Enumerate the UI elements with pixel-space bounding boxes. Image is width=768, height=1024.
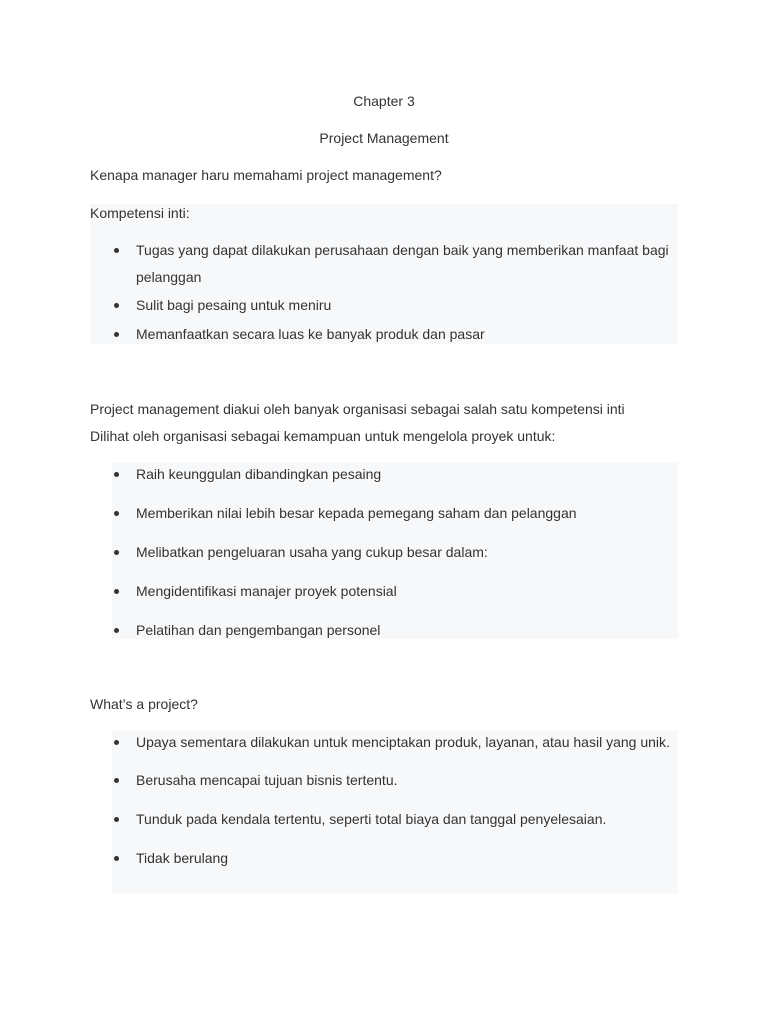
list-item <box>112 845 678 872</box>
list-item <box>112 500 678 527</box>
bullet-icon <box>114 856 119 861</box>
list-item-text: Tugas yang dapat dilakukan perusahaan dengan baik yang memberikan manfaat bagi pelanggan <box>136 242 669 285</box>
list-item <box>112 578 678 605</box>
competence-heading: Kompetensi inti: <box>90 205 190 221</box>
list-item <box>112 539 678 566</box>
project-list <box>112 729 678 872</box>
list-item <box>112 806 678 833</box>
pm-recognized-line2: Dilihat oleh organisasi sebagai kemampuan untuk mengelola proyek untuk: <box>90 428 556 444</box>
list-item <box>112 767 678 794</box>
bullet-icon <box>114 589 119 594</box>
bullet-icon <box>114 628 119 633</box>
bullet-icon <box>114 817 119 822</box>
list-item-text: Tunduk pada kendala tertentu, seperti total biaya dan tanggal penyelesaian. <box>136 811 607 827</box>
list-item-text: Melibatkan pengeluaran usaha yang cukup besar dalam: <box>136 544 488 560</box>
competence-list <box>112 237 678 348</box>
chapter-label: Chapter 3 <box>353 93 415 109</box>
bullet-icon <box>114 248 119 253</box>
bullet-icon <box>114 332 119 337</box>
intro-question: Kenapa manager haru memahami project management? <box>90 167 442 183</box>
page-title: Project Management <box>319 130 449 146</box>
pm-list <box>112 461 678 644</box>
list-item <box>112 729 678 756</box>
list-item-text: Memanfaatkan secara luas ke banyak produk dan pasar <box>136 326 485 342</box>
list-item-text: Pelatihan dan pengembangan personel <box>136 622 381 638</box>
list-item-text: Memberikan nilai lebih besar kepada pemegang saham dan pelanggan <box>136 505 577 521</box>
list-item <box>112 617 678 644</box>
bullet-icon <box>114 740 119 745</box>
bullet-icon <box>114 511 119 516</box>
list-item-text: Raih keunggulan dibandingkan pesaing <box>136 466 382 482</box>
bullet-icon <box>114 303 119 308</box>
list-item-text: Upaya sementara dilakukan untuk menciptakan produk, layanan, atau hasil yang unik. <box>136 734 670 750</box>
what-project-heading: What’s a project? <box>90 696 198 712</box>
pm-recognized-line1: Project management diakui oleh banyak organisasi sebagai salah satu kompetensi inti <box>90 401 625 417</box>
list-item <box>112 292 678 319</box>
bullet-icon <box>114 778 119 783</box>
list-item-text: Mengidentifikasi manajer proyek potensial <box>136 583 397 599</box>
list-item-text: Sulit bagi pesaing untuk meniru <box>136 297 332 313</box>
list-item-text: Tidak berulang <box>136 850 229 866</box>
list-item-text: Berusaha mencapai tujuan bisnis tertentu. <box>136 772 398 788</box>
list-item <box>112 237 678 291</box>
bullet-icon <box>114 550 119 555</box>
bullet-icon <box>114 472 119 477</box>
list-item <box>112 321 678 348</box>
list-item <box>112 461 678 488</box>
